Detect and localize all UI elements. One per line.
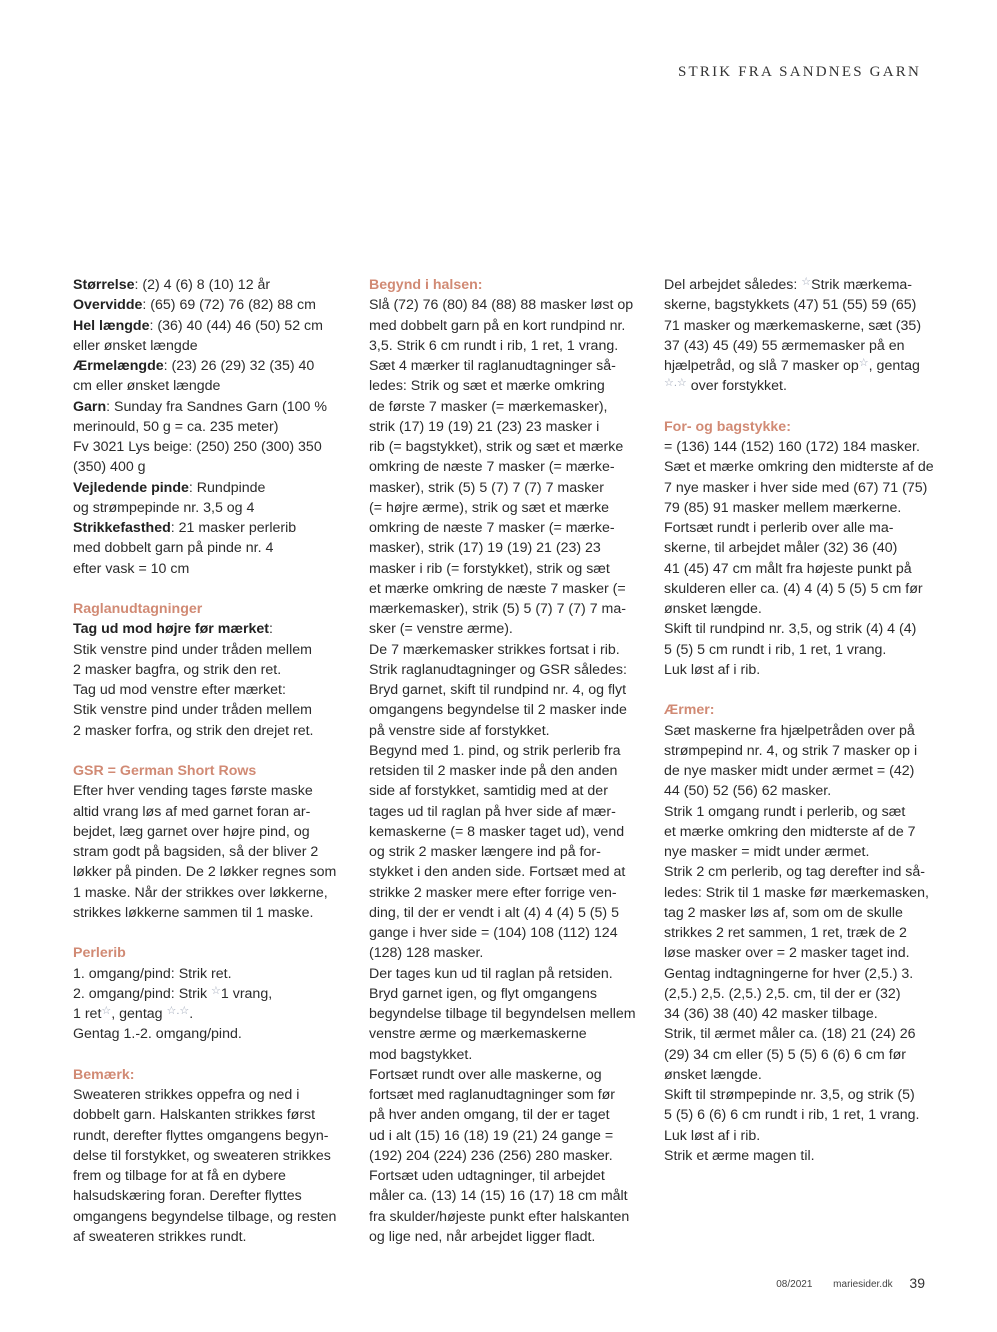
text-line: ledes: Strik og sæt et mærke omkring <box>369 378 605 395</box>
text-line: frem og tilbage for at få en dybere <box>73 1168 286 1184</box>
text-line: 7 nye masker i hver side med (67) 71 (75) <box>664 479 928 496</box>
spec-line <box>73 478 336 498</box>
text-line: delse til forstykket, og sweateren strikkes <box>73 1147 331 1164</box>
text-line: Fortsæt uden udtagninger, til arbejdet <box>369 1168 605 1184</box>
perlerib-line: 2. omgang/pind: Strik ☆1 vrang, <box>73 984 273 1002</box>
text-line: Der tages kun ud til raglan på retsiden. <box>369 965 613 982</box>
text-line: Stik venstre pind under tråden mellem <box>73 641 312 658</box>
text-line: 44 (50) 52 (56) 62 masker. <box>664 783 832 800</box>
text-line: på venstre side af forstykket. <box>369 722 550 739</box>
text-line: Luk løst af i rib. <box>664 661 761 678</box>
text-line: omkring de næste 7 masker (= mærke- <box>369 520 615 536</box>
text-line: Sæt et mærke omkring den midterste af de <box>664 459 934 476</box>
website: mariesider.dk <box>833 1279 893 1290</box>
text-line: 2 masker forfra, og strik den drejet ret. <box>73 722 314 739</box>
text-line: på hver anden omgang, til der er taget <box>369 1107 610 1124</box>
specs-list <box>73 275 336 579</box>
text-line: bejdet, læg garnet over højre pind, og <box>73 823 310 840</box>
column-2 <box>369 275 636 1247</box>
text-line: Sæt 4 mærker til raglanudtagninger så- <box>369 358 616 374</box>
text-line: 5 (5) 5 cm rundt i rib, 1 ret, 1 vrang. <box>664 641 887 658</box>
star-icon: ☆ <box>101 1005 112 1017</box>
text-line: stram godt på bagsiden, så der bliver 2 <box>73 844 319 860</box>
spec-value: efter vask = 10 cm <box>73 560 190 577</box>
double-star-icon: ☆.☆ <box>166 1005 190 1017</box>
del-line: hjælpetråd, og slå 7 masker op☆, gentag <box>664 357 920 374</box>
spec-line <box>73 316 336 336</box>
gsr-heading: GSR = German Short Rows <box>73 763 257 779</box>
spec-line <box>73 559 336 579</box>
text-line: Strik et ærme magen til. <box>664 1147 815 1164</box>
text-line: omgangens begyndelse til 2 masker inde <box>369 702 627 719</box>
text-line: Strik, til ærmet måler ca. (18) 21 (24) 26 <box>664 1026 916 1043</box>
text-line: mod bagstykket. <box>369 1046 473 1063</box>
text-line: løse masker over = 2 masker taget ind. <box>664 945 910 962</box>
column-3 <box>664 275 934 1166</box>
text-line: Fortsæt rundt over alle maskerne, og <box>369 1066 602 1083</box>
spec-value: : (2) 4 (6) 8 (10) 12 år <box>134 277 271 293</box>
text-line: begyndelse tilbage til begyndelsen mellem <box>369 1006 636 1022</box>
aermer-heading: Ærmer: <box>664 702 715 719</box>
text-line: Luk løst af i rib. <box>664 1127 761 1144</box>
spec-label: Vejledende pinde <box>73 479 189 496</box>
bemaerk-text <box>73 1085 336 1247</box>
spec-line <box>73 295 336 315</box>
text-line: rib (= bagstykket), strik og sæt et mærke <box>369 439 624 455</box>
spec-label: Overvidde <box>73 297 143 314</box>
spec-value: cm eller ønsket længde <box>73 378 221 395</box>
text-line: Strik 1 omgang rundt i perlerib, og sæt <box>664 803 906 820</box>
text-line: gange i hver side = (104) 108 (112) 124 <box>369 925 618 941</box>
text-line: Strik raglanudtagninger og GSR således: <box>369 661 627 678</box>
text-line: de første 7 masker (= mærkemasker), <box>369 398 608 415</box>
perlerib-heading: Perlerib <box>73 945 126 962</box>
text-line: Skift til strømpepinde nr. 3,5, og strik (5) <box>664 1087 915 1103</box>
text-line: 5 (5) 6 (6) 6 cm rundt i rib, 1 ret, 1 vrang. <box>664 1107 920 1124</box>
text-line: 79 (85) 91 masker mellem mærkerne. <box>664 499 902 516</box>
text-line: 3,5. Strik 6 cm rundt i rib, 1 ret, 1 vrang. <box>369 337 619 354</box>
spec-value: (350) 400 g <box>73 459 146 476</box>
begynd-text <box>369 295 636 1247</box>
spec-value: og strømpepinde nr. 3,5 og 4 <box>73 499 255 516</box>
text-line: rundt, derefter flyttes omgangens begyn- <box>73 1127 329 1144</box>
raglan-text <box>73 640 336 741</box>
spec-value: Fv 3021 Lys beige: (250) 250 (300) 350 <box>73 439 322 455</box>
text-line: omkring de næste 7 masker (= mærke- <box>369 459 615 476</box>
text-line: Stik venstre pind under tråden mellem <box>73 702 312 719</box>
text-line: (192) 204 (224) 236 (256) 280 masker. <box>369 1147 613 1164</box>
text-line: et mærke omkring den midterste af de 7 <box>664 823 916 840</box>
text-line: strik (17) 19 (19) 21 (23) 23 masker i <box>369 418 600 435</box>
text-line: 41 (45) 47 cm målt fra højeste punkt på <box>664 560 912 577</box>
issue-date: 08/2021 <box>776 1279 813 1290</box>
text-line: Sweateren strikkes oppefra og ned i <box>73 1087 300 1103</box>
spec-value: merinould, 50 g = ca. 235 meter) <box>73 418 279 435</box>
del-text <box>664 295 934 356</box>
text-line: tag 2 masker løs af, som om de skulle <box>664 904 903 921</box>
del-line: ☆.☆ over forstykket. <box>664 377 787 395</box>
text-line: 71 masker og mærkemaskerne, sæt (35) <box>664 317 922 334</box>
text-line: ønsket længde. <box>664 601 762 617</box>
spec-line <box>73 275 336 295</box>
text-line: masker), strik (17) 19 (19) 21 (23) 23 <box>369 540 601 557</box>
begynd-heading: Begynd i halsen: <box>369 277 483 293</box>
text-line: (2,5.) 2,5. (2,5.) 2,5. cm, til der er (32) <box>664 985 901 1002</box>
text-line: strømpepind nr. 4, og strik 7 masker op i <box>664 742 918 759</box>
spec-label: Garn <box>73 398 107 415</box>
text-line: (= højre ærme), strik og sæt et mærke <box>369 499 610 516</box>
text-line: masker i rib (= forstykket), strik og sæt <box>369 560 610 577</box>
text-line: kemaskerne (= 8 masker taget ud), vend <box>369 823 625 840</box>
text-line: stykket i den anden side. Fortsæt med at <box>369 864 626 881</box>
text-line: skerne, til arbejdet måler (32) 36 (40) <box>664 540 898 557</box>
text-line: og lige ned, når arbejdet ligger fladt. <box>369 1228 596 1245</box>
text-line: de nye masker midt under ærmet = (42) <box>664 763 915 779</box>
spec-line <box>73 417 336 437</box>
text-line: De 7 mærkemasker strikkes fortsat i rib. <box>369 641 620 658</box>
star-icon: ☆ <box>801 276 812 288</box>
text-line: Bryd garnet, skift til rundpind nr. 4, og flyt <box>369 682 627 698</box>
text-line: skulderen eller ca. (4) 4 (4) 5 (5) 5 cm før <box>664 580 923 597</box>
spec-value: med dobbelt garn på pinde nr. 4 <box>73 540 274 557</box>
spec-label: Strikkefasthed <box>73 520 171 536</box>
magazine-section-header: STRIK FRA SANDNES GARN <box>677 64 921 80</box>
text-line: strikkes løkkerne sammen til 1 maske. <box>73 904 314 921</box>
text-line: sker (= venstre ærme). <box>369 621 513 638</box>
gsr-text <box>73 781 336 923</box>
text-line: et mærke omkring de næste 7 masker (= <box>369 580 626 597</box>
star-icon: ☆ <box>858 357 869 369</box>
spec-value: : (36) 40 (44) 46 (50) 52 cm <box>149 317 323 334</box>
text-line: Sæt maskerne fra hjælpetråden over på <box>664 722 915 739</box>
text-line: Begynd med 1. pind, og strik perlerib fra <box>369 742 621 759</box>
spec-line <box>73 498 336 518</box>
page-footer <box>776 1274 925 1290</box>
perlerib-line: 1 ret☆, gentag ☆.☆. <box>73 1005 194 1022</box>
text-line: løkker på pinden. De 2 løkker regnes som <box>73 864 337 881</box>
perlerib-line: 1. omgang/pind: Strik ret. <box>73 965 232 982</box>
spec-value: : Rundpinde <box>188 479 266 496</box>
spec-line <box>73 538 336 558</box>
spec-value: eller ønsket længde <box>73 337 198 354</box>
text-line: masker), strik (5) 5 (7) 7 (7) 7 masker <box>369 479 604 496</box>
text-line: skerne, bagstykkets (47) 51 (55) 59 (65) <box>664 297 917 314</box>
text-line: venstre ærme og mærkemaskerne <box>369 1026 587 1043</box>
spec-label: Ærmelængde <box>73 358 164 374</box>
text-line: strikkes 2 ret sammen, 1 ret, træk de 2 <box>664 925 907 941</box>
text-line: 37 (43) 45 (49) 55 ærmemasker på en <box>664 337 905 354</box>
text-line: dobbelt garn. Halskanten strikkes først <box>73 1107 316 1124</box>
text-line: ledes: Strik til 1 maske før mærkemasken, <box>664 884 929 901</box>
text-line: ud i alt (15) 16 (18) 19 (21) 24 gange = <box>369 1127 614 1144</box>
text-line: af sweateren strikkes rundt. <box>73 1228 247 1245</box>
text-line: Gentag indtagningerne for hver (2,5.) 3. <box>664 965 914 982</box>
text-line: Strik 2 cm perlerib, og tag derefter ind så- <box>664 864 926 881</box>
spec-value: : (65) 69 (72) 76 (82) 88 cm <box>142 297 316 314</box>
for-bag-text <box>664 437 934 680</box>
text-line: (128) 128 masker. <box>369 945 484 962</box>
text-line: omgangens begyndelse tilbage, og resten <box>73 1208 337 1225</box>
text-line: fra skulder/højeste punkt efter halskanten <box>369 1208 630 1225</box>
spec-value: : 21 masker perlerib <box>170 520 297 536</box>
text-line: Slå (72) 76 (80) 84 (88) 88 masker løst op <box>369 297 634 314</box>
text-line: ønsket længde. <box>664 1066 762 1083</box>
spec-value: : (23) 26 (29) 32 (35) 40 <box>163 358 315 374</box>
for-bag-heading: For- og bagstykke: <box>664 418 791 435</box>
text-line: 2 masker bagfra, og strik den ret. <box>73 661 282 678</box>
aermer-text <box>664 721 934 1167</box>
text-line: Efter hver vending tages første maske <box>73 783 313 800</box>
double-star-icon: ☆.☆ <box>664 377 687 390</box>
spec-line <box>73 376 336 396</box>
text-line: med dobbelt garn på en kort rundpind nr. <box>369 317 626 334</box>
text-line: nye masker = midt under ærmet. <box>664 844 870 860</box>
text-line: = (136) 144 (152) 160 (172) 184 masker. <box>664 439 920 455</box>
text-line: retsiden til 2 masker inde på den anden <box>369 763 618 779</box>
text-line: Skift til rundpind nr. 3,5, og strik (4) 4 (4) <box>664 621 917 638</box>
text-line: og strik 2 masker længere ind på for- <box>369 844 601 860</box>
text-line: tages ud til raglan på hver side af mær- <box>369 803 616 820</box>
column-1 <box>73 275 336 1247</box>
text-line: 1 maske. Når der strikkes over løkkerne, <box>73 884 328 901</box>
spec-line <box>73 457 336 477</box>
text-line: strikke 2 masker mere efter forrige ven- <box>369 884 617 901</box>
text-line: Fortsæt rundt i perlerib over alle ma- <box>664 520 894 536</box>
page-number: 39 <box>909 1275 925 1291</box>
text-line: Bryd garnet igen, og flyt omgangens <box>369 985 597 1002</box>
spec-line <box>73 437 336 457</box>
spec-line <box>73 356 336 376</box>
spec-line <box>73 336 336 356</box>
text-line: 34 (36) 38 (40) 42 masker tilbage. <box>664 1006 878 1022</box>
spec-label: Hel længde <box>73 317 150 334</box>
star-icon: ☆ <box>211 984 221 997</box>
spec-line <box>73 518 336 538</box>
spec-label: Størrelse <box>73 277 135 293</box>
text-line: Tag ud mod venstre efter mærket: <box>73 682 286 698</box>
bemaerk-heading: Bemærk: <box>73 1066 135 1083</box>
del-line: Del arbejdet således: ☆Strik mærkema- <box>664 276 913 293</box>
text-line: side af forstykket, samtidig med at der <box>369 783 608 800</box>
text-line: (29) 34 cm eller (5) 5 (5) 6 (6) 6 cm før <box>664 1046 907 1063</box>
raglan-heading: Raglanudtagninger <box>73 601 203 617</box>
spec-value: : Sunday fra Sandnes Garn (100 % <box>106 398 327 415</box>
text-line: ding, til der er vendt i alt (4) 4 (4) 5 (5) 5 <box>369 904 619 921</box>
text-line: mærkemasker), strik (5) 5 (7) 7 (7) 7 ma- <box>369 601 626 617</box>
raglan-right-label: Tag ud mod højre før mærket: <box>73 621 273 638</box>
text-line: måler ca. (13) 14 (15) 16 (17) 18 cm målt <box>369 1188 628 1205</box>
perlerib-line: Gentag 1.-2. omgang/pind. <box>73 1026 242 1043</box>
text-line: altid vrang løs af med garnet foran ar- <box>73 803 311 820</box>
text-line: fortsæt med raglanudtagninger som før <box>369 1087 616 1103</box>
spec-line <box>73 397 336 417</box>
text-line: halsudskæring foran. Derefter flyttes <box>73 1188 302 1205</box>
